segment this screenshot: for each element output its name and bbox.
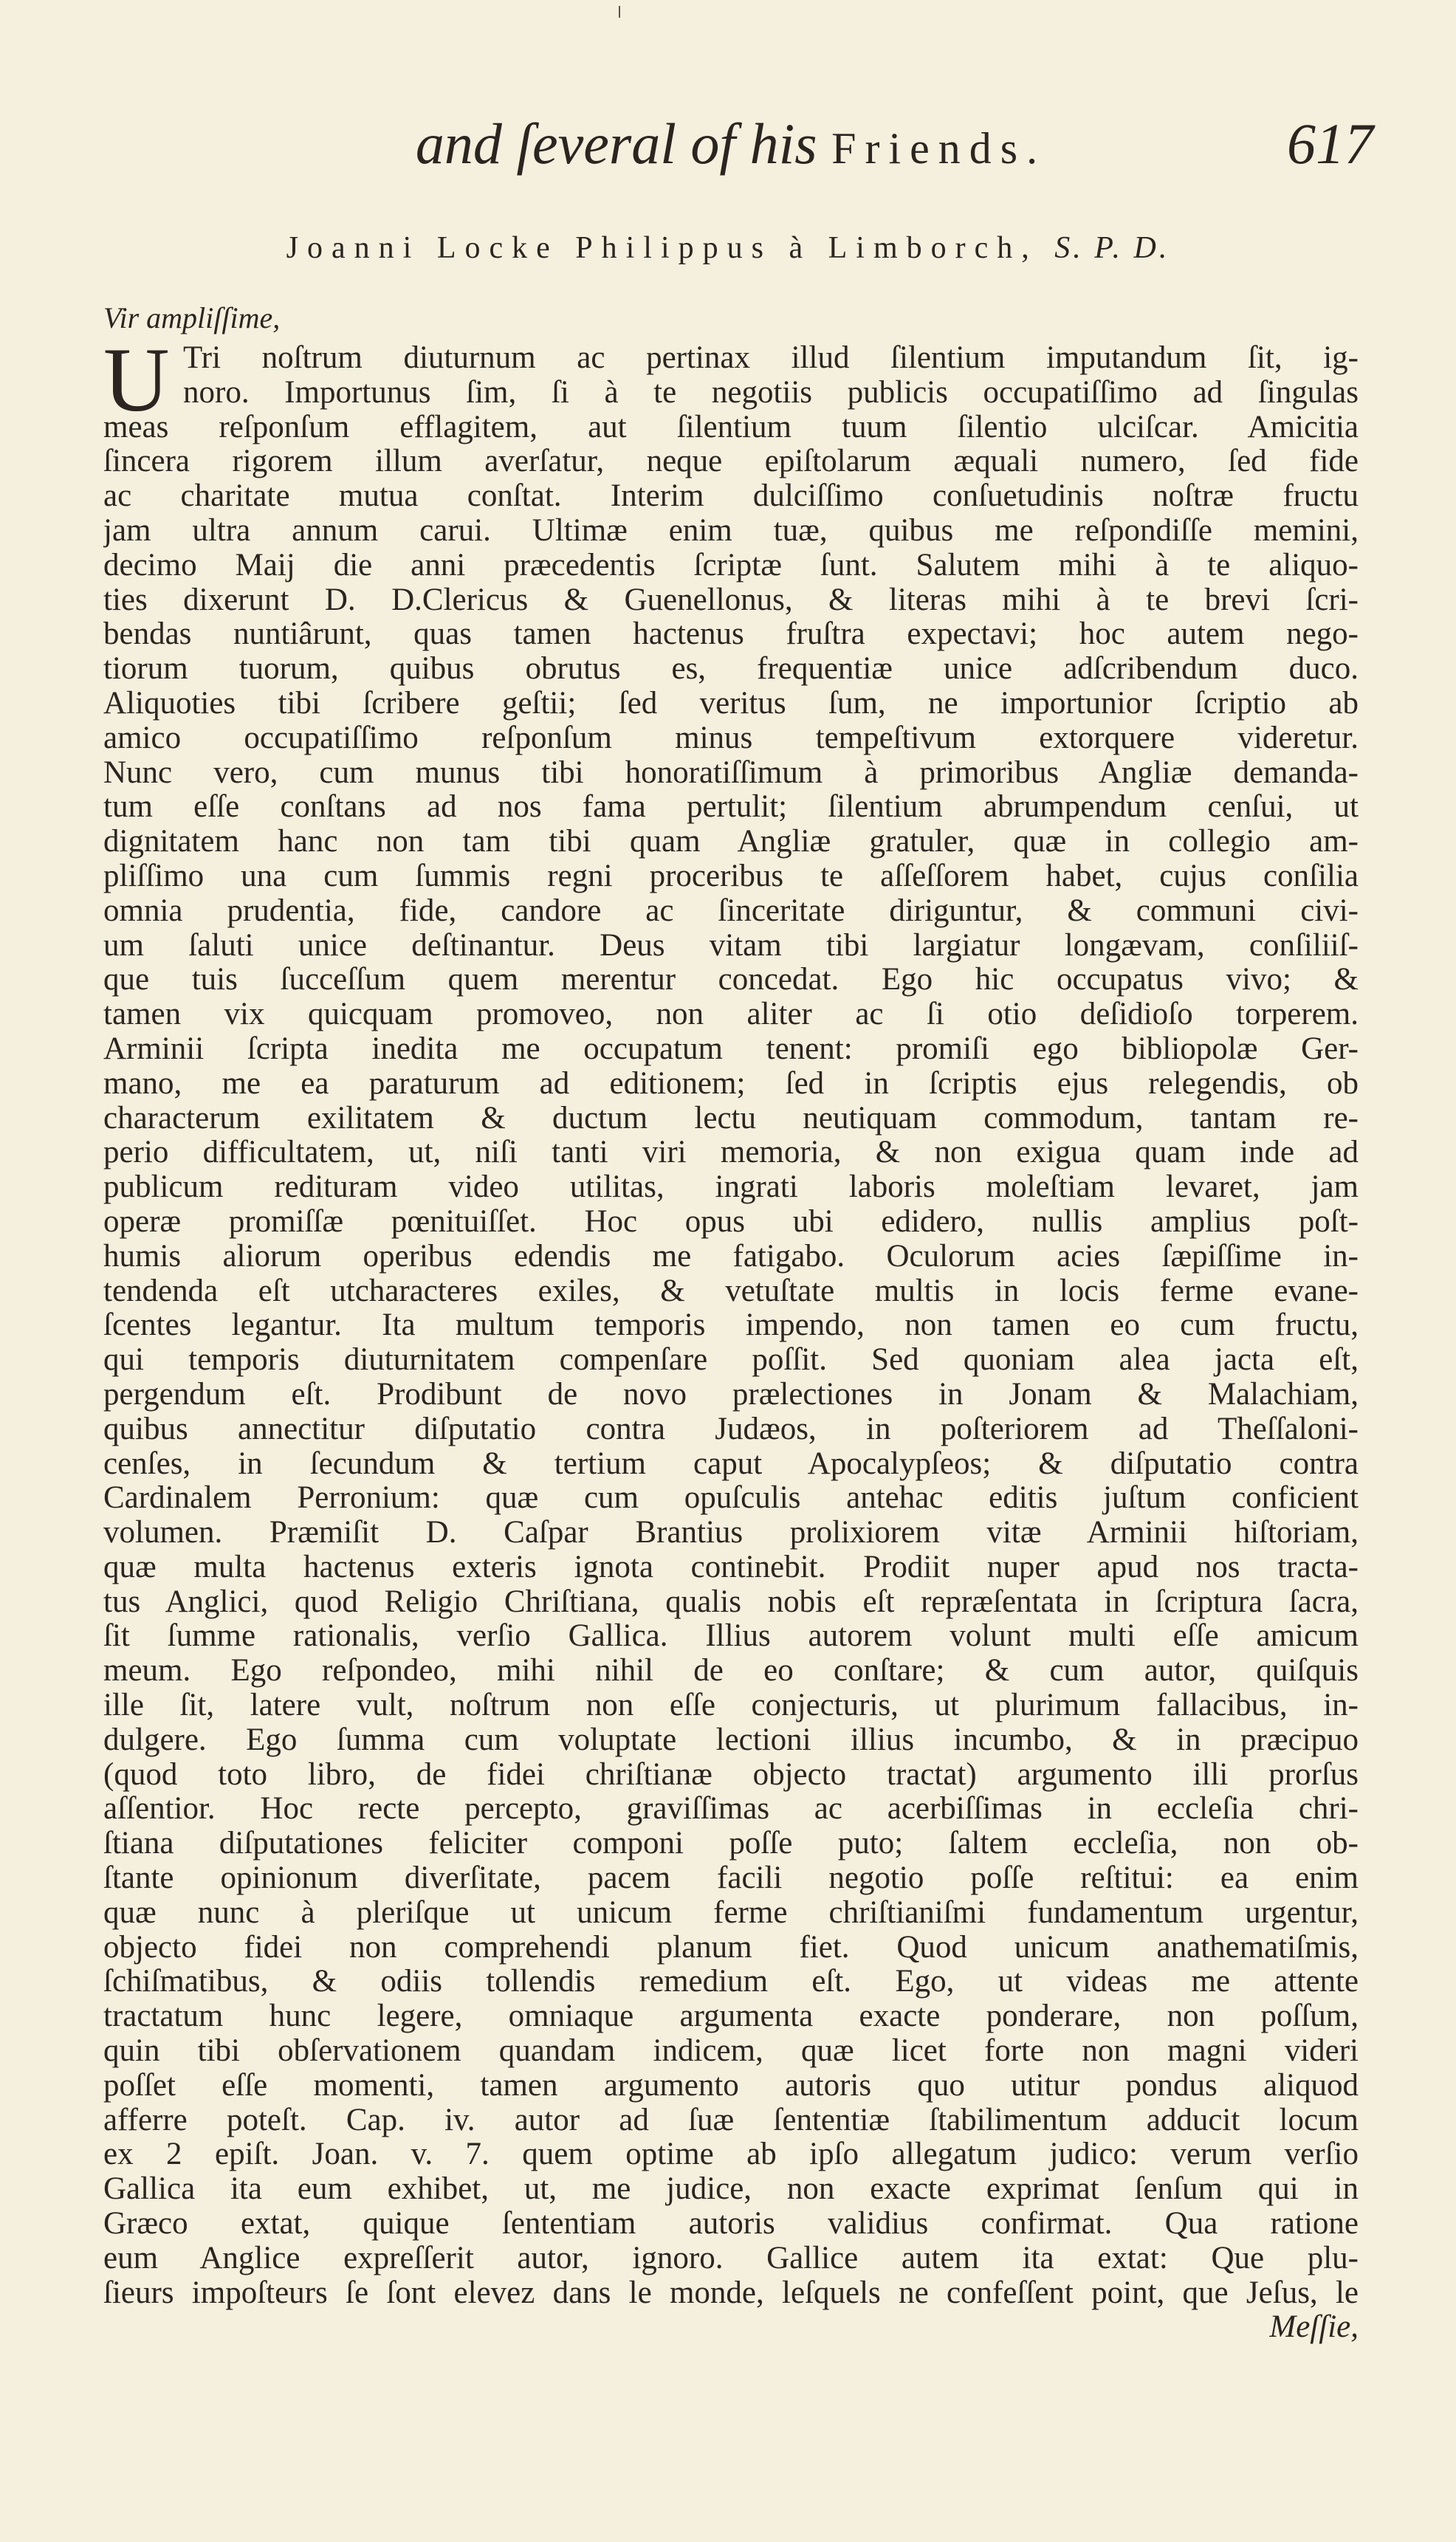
text-line: meas reſponſum efflagitem, aut ſilentium tuum ſilentio ulciſcar. Amicitia (103, 410, 1359, 444)
text-line: pliſſimo una cum ſummis regni proceribus te aſſeſſorem habet, cujus conſilia (103, 859, 1359, 893)
letter-heading-names: Joanni Locke Philippus à Limborch, (286, 231, 1038, 265)
text-line: um ſaluti unice deſtinantur. Deus vitam tibi largiatur longævam, conſiliiſ- (103, 928, 1359, 963)
drop-cap-initial: U (103, 329, 170, 430)
text-line: tamen vix quicquam promoveo, non aliter ac ſi otio deſidioſo torperem. (103, 997, 1359, 1032)
text-line: ſcentes legantur. Ita multum temporis impendo, non tamen eo cum fructu, (103, 1308, 1359, 1343)
text-line: Cardinalem Perronium: quæ cum opuſculis antehac editis juſtum conficient (103, 1481, 1359, 1516)
text-line: aſſentior. Hoc recte percepto, graviſſimas ac acerbiſſimas in eccleſia chri- (103, 1792, 1359, 1827)
text-line: ex 2 epiſt. Joan. v. 7. quem optime ab ipſo allegatum judico: verum verſio (103, 2137, 1359, 2172)
letter-heading-spd: S. P. D. (1054, 231, 1170, 265)
text-line: volumen. Præmiſit D. Caſpar Brantius prolixiorem vitæ Arminii hiſtoriam, (103, 1516, 1359, 1550)
text-line: qui temporis diuturnitatem compenſare poſſit. Sed quoniam alea jacta eſt, (103, 1343, 1359, 1378)
text-line: characterum exilitatem & ductum lectu neutiquam commodum, tantam re- (103, 1101, 1359, 1136)
text-line: quibus annectitur diſputatio contra Judæos, in poſteriorem ad Theſſaloni- (103, 1412, 1359, 1446)
running-head-title-caps: Friends. (831, 124, 1047, 173)
text-line: eum Anglice expreſſerit autor, ignoro. Gallice autem ita extat: Que plu- (103, 2241, 1359, 2275)
text-line: dignitatem hanc non tam tibi quam Angliæ gratuler, quæ in collegio am- (103, 825, 1359, 859)
letter-heading (0, 227, 1456, 269)
text-line: ille ſit, latere vult, noſtrum non eſſe conjecturis, ut plurimum fallacibus, in- (103, 1689, 1359, 1723)
text-line: humis aliorum operibus edendis me fatigabo. Oculorum acies ſæpiſſime in- (103, 1239, 1359, 1274)
text-line: quæ multa hactenus exteris ignota continebit. Prodiit nuper apud nos tracta- (103, 1550, 1359, 1584)
page-mark (619, 6, 620, 18)
text-line: que tuis ſucceſſum quem merentur concedat. Ego hic occupatus vivo; & (103, 963, 1359, 997)
running-head-title-italic: and ſeveral of his (415, 111, 817, 176)
text-line: objecto fidei non comprehendi planum fiet. Quod unicum anathematiſmis, (103, 1930, 1359, 1965)
text-line: (quod toto libro, de fidei chriſtianæ objecto tractat) argumento illi prorſus (103, 1757, 1359, 1792)
text-line: mano, me ea paraturum ad editionem; ſed in ſcriptis ejus relegendis, ob (103, 1066, 1359, 1101)
text-line: ſieurs impoſteurs ſe ſont elevez dans le monde, leſquels ne confeſſent point, que Jeſus, le (103, 2275, 1359, 2310)
text-line: cenſes, in ſecundum & tertium caput Apocalypſeos; & diſputatio contra (103, 1446, 1359, 1481)
text-line: pergendum eſt. Prodibunt de novo prælectiones in Jonam & Malachiam, (103, 1377, 1359, 1412)
text-line: ſtiana diſputationes feliciter componi poſſe puto; ſaltem eccleſia, non ob- (103, 1827, 1359, 1861)
text-line: decimo Maij die anni præcedentis ſcriptæ ſunt. Salutem mihi à te aliquo- (103, 548, 1359, 583)
text-line: ſtante opinionum diverſitate, pacem facili negotio poſſe reſtitui: ea enim (103, 1861, 1359, 1896)
text-line: afferre poteſt. Cap. iv. autor ad ſuæ ſententiæ ſtabilimentum adducit locum (103, 2103, 1359, 2137)
text-line: jam ultra annum carui. Ultimæ enim tuæ, quibus me reſpondiſſe memini, (103, 513, 1359, 548)
text-line: poſſet eſſe momenti, tamen argumento autoris quo utitur pondus aliquod (103, 2068, 1359, 2103)
text-line: tus Anglici, quod Religio Chriſtiana, qualis nobis eſt repræſentata in ſcriptura ſacra, (103, 1584, 1359, 1619)
text-line: ſit ſumme rationalis, verſio Gallica. Illius autorem volunt multi eſſe amicum (103, 1619, 1359, 1654)
text-line: operæ promiſſæ pœnituiſſet. Hoc opus ubi edidero, nullis amplius poſt- (103, 1204, 1359, 1239)
text-line: Gallica ita eum exhibet, ut, me judice, non exacte exprimat ſenſum qui in (103, 2172, 1359, 2207)
running-head (103, 96, 1373, 177)
text-line: publicum redituram video utilitas, ingrati laboris moleſtiam levaret, jam (103, 1170, 1359, 1205)
text-line: bendas nuntiârunt, quas tamen hactenus fruſtra expectavi; hoc autem nego- (103, 617, 1359, 652)
text-line: perio difficultatem, ut, niſi tanti viri memoria, & non exigua quam inde ad (103, 1136, 1359, 1170)
text-line: quæ nunc à pleriſque ut unicum ferme chriſtianiſmi fundamentum urgentur, (103, 1895, 1359, 1930)
text-line: Græco extat, quique ſententiam autoris validius confirmat. Qua ratione (103, 2207, 1359, 2242)
text-line: dulgere. Ego ſumma cum voluptate lectioni illius incumbo, & in præcipuo (103, 1722, 1359, 1757)
text-line: meum. Ego reſpondeo, mihi nihil de eo conſtare; & cum autor, quiſquis (103, 1654, 1359, 1689)
text-line: ac charitate mutua conſtat. Interim dulciſſimo conſuetudinis noſtræ fructu (103, 479, 1359, 514)
text-line: Nunc vero, cum munus tibi honoratiſſimum à primoribus Angliæ demanda- (103, 755, 1359, 790)
text-line: omnia prudentia, fide, candore ac ſinceritate diriguntur, & communi civi- (103, 893, 1359, 928)
text-line: tiorum tuorum, quibus obrutus es, frequentiæ unice adſcribendum duco. (103, 652, 1359, 687)
letter-body (103, 329, 1359, 2345)
text-line: tendenda eſt utcharacteres exiles, & vetuſtate multis in locis ferme evane- (103, 1274, 1359, 1308)
running-head-title (103, 111, 1359, 182)
page-number: 617 (1287, 111, 1373, 176)
text-line: noro. Importunus ſim, ſi à te negotiis publicis occupatiſſimo ad ſingulas (183, 375, 1359, 410)
text-line: quin tibi obſervationem quandam indicem, quæ licet forte non magni videri (103, 2034, 1359, 2069)
text-line: Meſſie, (1269, 2310, 1359, 2345)
text-line: ſchiſmatibus, & odiis tollendis remedium eſt. Ego, ut videas me attente (103, 1965, 1359, 1999)
text-line: amico occupatiſſimo reſponſum minus tempeſtivum extorquere videretur. (103, 721, 1359, 755)
text-line: tum eſſe conſtans ad nos fama pertulit; ſilentium abrumpendum cenſui, ut (103, 790, 1359, 825)
text-line: Aliquoties tibi ſcribere geſtii; ſed veritus ſum, ne importunior ſcriptio ab (103, 686, 1359, 721)
text-line: ties dixerunt D. D.Clericus & Guenellonus, & literas mihi à te brevi ſcri- (103, 583, 1359, 617)
text-line: Tri noſtrum diuturnum ac pertinax illud ſilentium imputandum ſit, ig- (183, 341, 1359, 375)
text-line: tractatum hunc legere, omniaque argumenta exacte ponderare, non poſſum, (103, 1999, 1359, 2034)
text-line: Arminii ſcripta inedita me occupatum tenent: promiſi ego bibliopolæ Ger- (103, 1031, 1359, 1066)
text-line: ſincera rigorem illum averſatur, neque epiſtolarum æquali numero, ſed fide (103, 444, 1359, 479)
salutation: Vir ampliſſime, (103, 301, 281, 334)
